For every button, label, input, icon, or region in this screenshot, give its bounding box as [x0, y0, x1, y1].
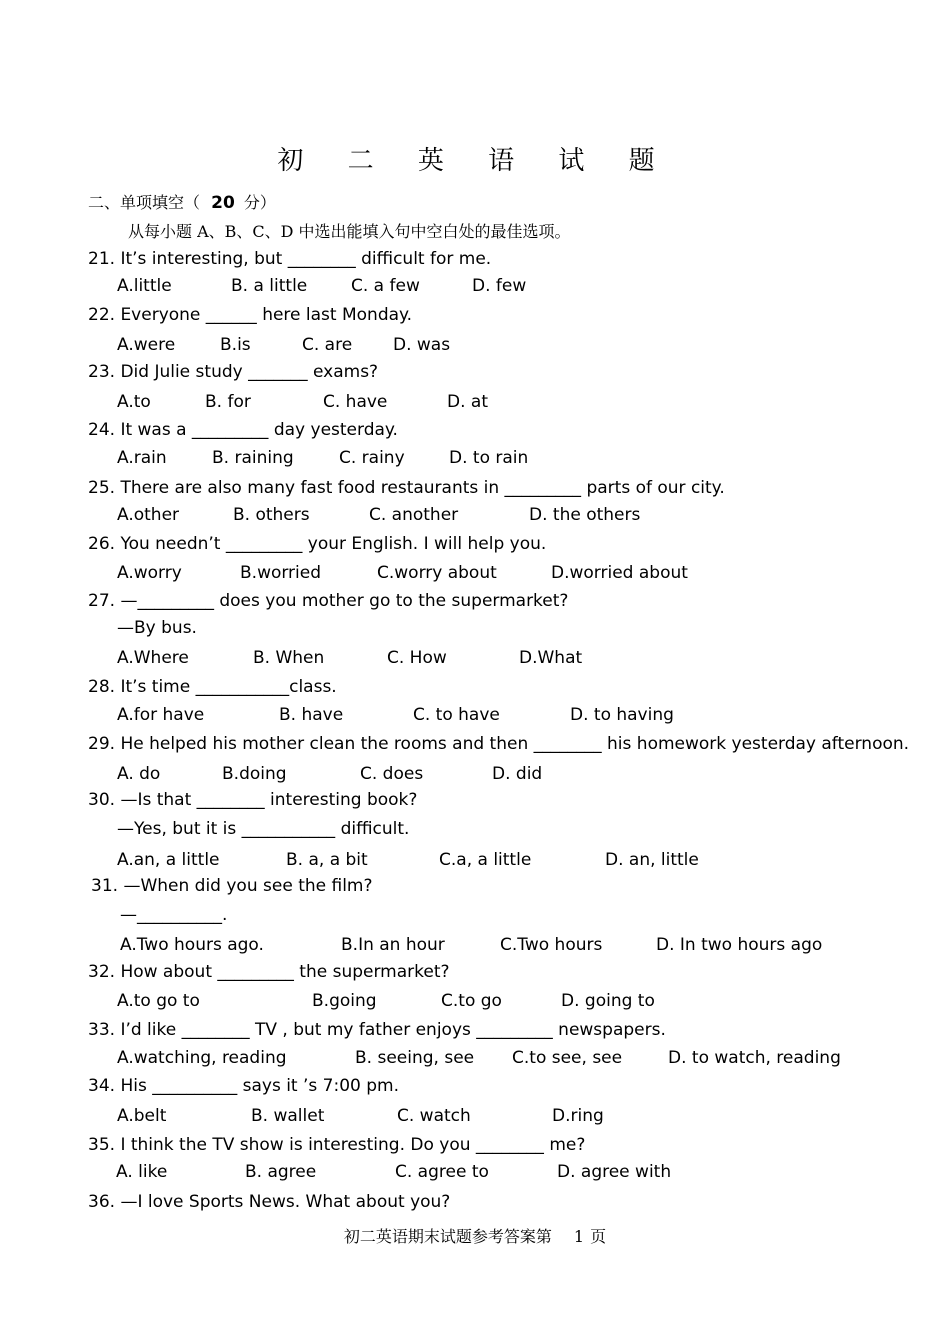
question-29: 29. He helped his mother clean the rooms and then ________ his homework yesterday afternoon.: [88, 734, 910, 754]
option-35-a: A. like: [116, 1162, 168, 1182]
option-28-d: D. to having: [570, 705, 674, 725]
option-23-c: C. have: [323, 392, 388, 412]
question-36: 36. —I love Sports News. What about you?: [88, 1192, 451, 1212]
question-21: 21. It’s interesting, but ________ difficult for me.: [88, 249, 492, 269]
question-25: 25. There are also many fast food restaurants in _________ parts of our city.: [88, 478, 725, 498]
option-21-c: C. a few: [351, 276, 420, 296]
option-22-d: D. was: [393, 335, 451, 355]
option-26-d: D.worried about: [551, 563, 688, 583]
option-23-a: A.to: [117, 392, 151, 412]
option-28-b: B. have: [279, 705, 344, 725]
option-33-d: D. to watch, reading: [668, 1048, 841, 1068]
question-32: 32. How about _________ the supermarket?: [88, 962, 450, 982]
option-21-d: D. few: [472, 276, 527, 296]
option-22-b: B.is: [220, 335, 251, 355]
option-23-b: B. for: [205, 392, 251, 412]
option-32-b: B.going: [312, 991, 377, 1011]
option-31-d: D. In two hours ago: [656, 935, 823, 955]
question-31-answer-line: —__________.: [120, 905, 228, 925]
page-title: 初 二 英 语 试 题: [277, 146, 673, 176]
option-32-c: C.to go: [441, 991, 502, 1011]
footer-suffix: 页: [590, 1227, 607, 1246]
option-28-c: C. to have: [413, 705, 500, 725]
option-28-a: A.for have: [117, 705, 205, 725]
option-27-c: C. How: [387, 648, 447, 668]
option-35-b: B. agree: [245, 1162, 317, 1182]
option-24-a: A.rain: [117, 448, 167, 468]
option-24-b: B. raining: [212, 448, 294, 468]
question-22: 22. Everyone ______ here last Monday.: [88, 305, 413, 325]
option-31-c: C.Two hours: [500, 935, 603, 955]
option-27-d: D.What: [519, 648, 583, 668]
option-29-a: A. do: [117, 764, 161, 784]
option-24-c: C. rainy: [339, 448, 405, 468]
option-27-a: A.Where: [117, 648, 189, 668]
option-25-d: D. the others: [529, 505, 641, 525]
option-34-c: C. watch: [397, 1106, 471, 1126]
footer-prefix: 初二英语期末试题参考答案第: [343, 1227, 552, 1246]
option-34-d: D.ring: [552, 1106, 604, 1126]
option-30-a: A.an, a little: [117, 850, 220, 870]
option-24-d: D. to rain: [449, 448, 529, 468]
question-27: 27. —_________ does you mother go to the supermarket?: [88, 591, 569, 611]
page-footer: [0, 1224, 950, 1247]
section-heading: [88, 190, 276, 213]
option-30-b: B. a, a bit: [286, 850, 368, 870]
option-30-c: C.a, a little: [439, 850, 532, 870]
question-27-answer-line: —By bus.: [117, 618, 197, 638]
section-instruction: 从每小题 A、B、C、D 中选出能填入句中空白处的最佳选项。: [128, 222, 571, 241]
section-heading-prefix: 二、单项填空（: [88, 193, 201, 212]
footer-page-number: 1: [573, 1227, 585, 1246]
option-31-b: B.In an hour: [341, 935, 445, 955]
option-29-c: C. does: [360, 764, 424, 784]
question-34: 34. His __________ says it ’s 7:00 pm.: [88, 1076, 399, 1096]
option-27-b: B. When: [253, 648, 325, 668]
question-30-answer-line: —Yes, but it is ___________ difficult.: [117, 819, 410, 839]
question-33: 33. I’d like ________ TV , but my father enjoys _________ newspapers.: [88, 1020, 666, 1040]
question-24: 24. It was a _________ day yesterday.: [88, 420, 398, 440]
option-25-c: C. another: [369, 505, 459, 525]
option-32-d: D. going to: [561, 991, 655, 1011]
option-29-d: D. did: [492, 764, 543, 784]
option-22-a: A.were: [117, 335, 176, 355]
question-30: 30. —Is that ________ interesting book?: [88, 790, 418, 810]
option-26-a: A.worry: [117, 563, 182, 583]
question-26: 26. You needn’t _________ your English. I will help you.: [88, 534, 547, 554]
question-31: 31. —When did you see the film?: [91, 876, 373, 896]
section-heading-suffix: 分）: [243, 193, 276, 212]
option-34-b: B. wallet: [251, 1106, 325, 1126]
option-26-c: C.worry about: [377, 563, 497, 583]
option-26-b: B.worried: [240, 563, 322, 583]
option-33-b: B. seeing, see: [355, 1048, 475, 1068]
question-23: 23. Did Julie study _______ exams?: [88, 362, 379, 382]
option-31-a: A.Two hours ago.: [120, 935, 264, 955]
option-33-a: A.watching, reading: [117, 1048, 287, 1068]
option-29-b: B.doing: [222, 764, 287, 784]
option-22-c: C. are: [302, 335, 353, 355]
option-25-b: B. others: [233, 505, 310, 525]
option-35-c: C. agree to: [395, 1162, 489, 1182]
option-34-a: A.belt: [117, 1106, 167, 1126]
question-35: 35. I think the TV show is interesting. Do you ________ me?: [88, 1135, 586, 1155]
option-33-c: C.to see, see: [512, 1048, 623, 1068]
option-25-a: A.other: [117, 505, 180, 525]
option-23-d: D. at: [447, 392, 488, 412]
option-32-a: A.to go to: [117, 991, 200, 1011]
option-21-b: B. a little: [231, 276, 308, 296]
option-35-d: D. agree with: [557, 1162, 672, 1182]
option-21-a: A.little: [117, 276, 172, 296]
question-28: 28. It’s time ___________class.: [88, 677, 337, 697]
option-30-d: D. an, little: [605, 850, 699, 870]
section-points: 20: [211, 193, 235, 213]
